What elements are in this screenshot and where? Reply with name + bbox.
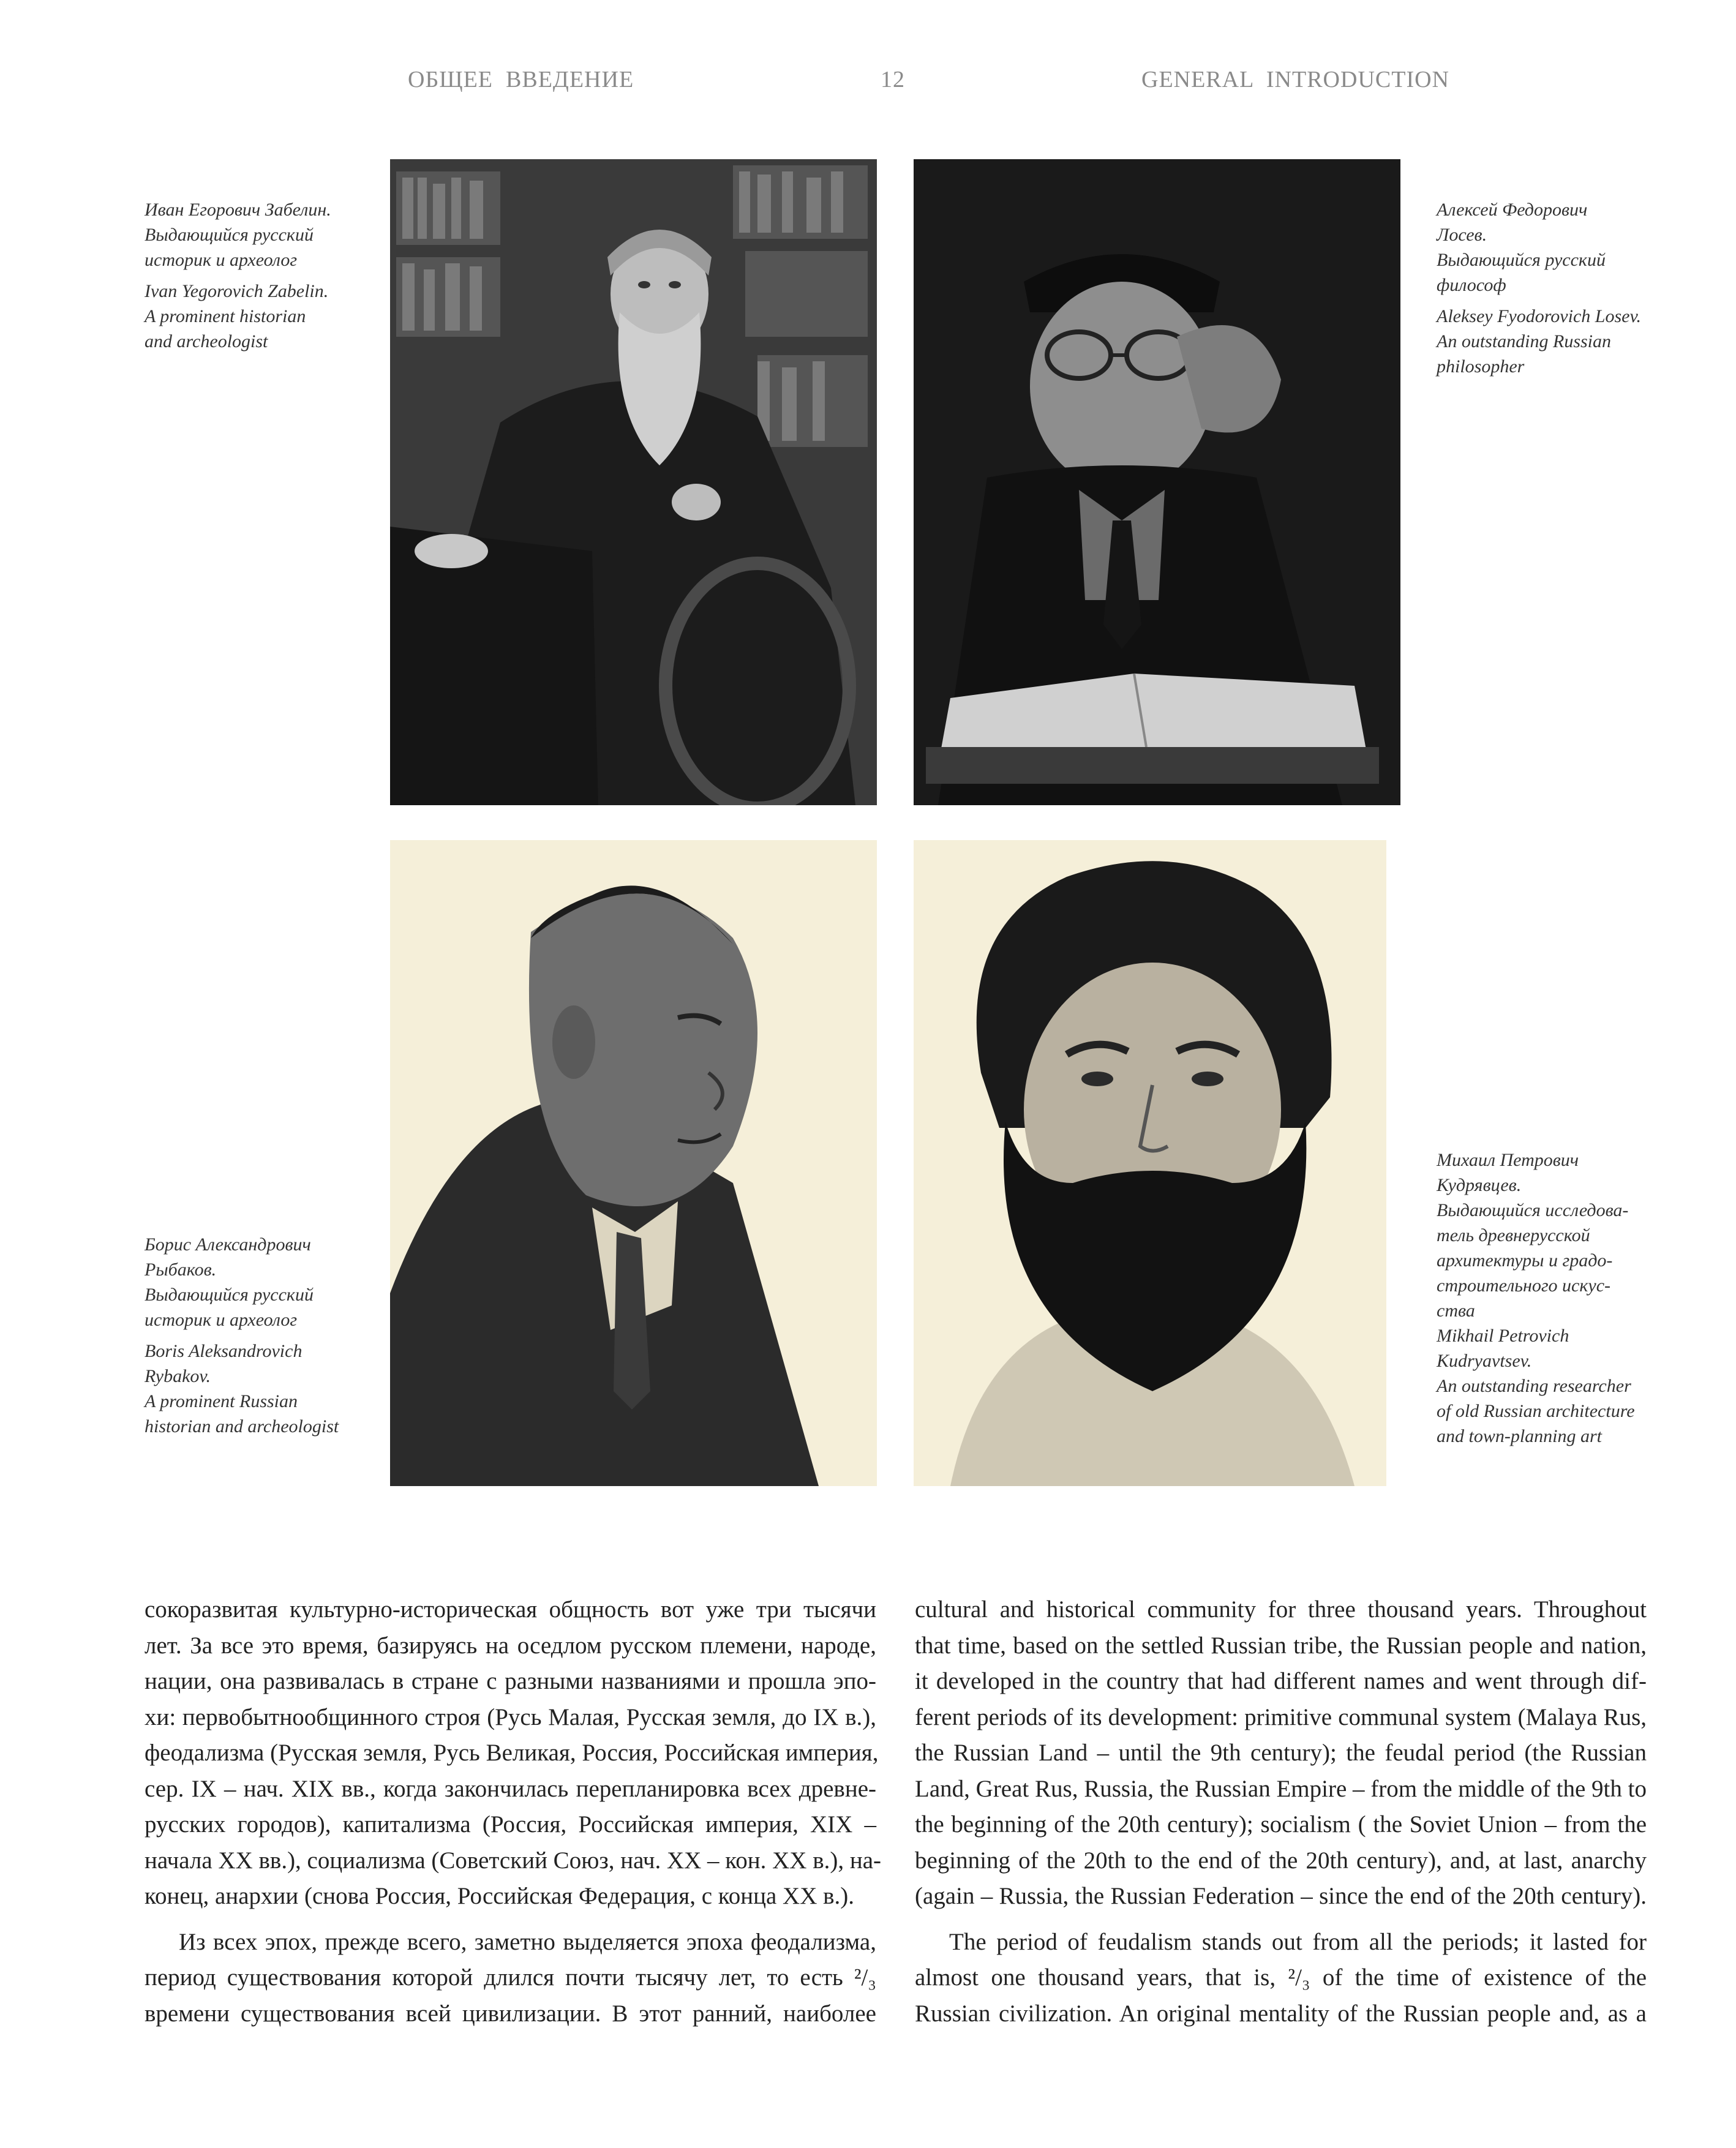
text-line: the beginning of the 20th century); socialism ( the Soviet Union – from the [915, 1811, 1647, 1838]
caption-losev [1437, 197, 1645, 385]
body-text-english [915, 1592, 1647, 2032]
caption-line: Борис Александрович [145, 1234, 311, 1255]
text-line: сокоразвитая культурно-историческая общность вот уже три тысячи [145, 1596, 876, 1623]
caption-line: philosopher [1437, 356, 1525, 377]
text-line: конец, анархии (снова Россия, Российская Федерация, с конца XX в.). [145, 1883, 855, 1909]
body-text-russian [145, 1592, 882, 2032]
paragraph-ru-1 [145, 1592, 882, 1915]
caption-line: and archeologist [145, 331, 268, 351]
paragraph-ru-2 [145, 1925, 876, 2032]
text-line: cultural and historical community for three thousand years. Throughout [915, 1596, 1647, 1623]
caption-line: historian and archeologist [145, 1416, 339, 1436]
text-line: Russian civilization. An original mentality of the Russian people and, as a [915, 2000, 1647, 2027]
text-line: нации, она развивалась в стране с разными названиями и прошла эпо- [145, 1668, 876, 1694]
text-line: времени существования всей цивилизации. В этот ранний, наиболее [145, 2000, 876, 2027]
caption-kudryavtsev-en [1437, 1323, 1645, 1449]
caption-line: архитектуры и градо- [1437, 1250, 1613, 1271]
caption-rybakov [145, 1232, 353, 1445]
caption-losev-ru [1437, 197, 1645, 298]
caption-line: Михаил Петрович [1437, 1150, 1579, 1170]
caption-line: историк и археолог [145, 250, 298, 270]
caption-line: Mikhail Petrovich [1437, 1326, 1569, 1346]
portrait-photo-losev [914, 159, 1400, 805]
text-line: лет. За все это время, базируясь на оседлом русском племени, народе, [145, 1632, 876, 1659]
caption-line: философ [1437, 275, 1506, 295]
caption-line: Aleksey Fyodorovich Losev. [1437, 306, 1642, 326]
caption-line: Kudryavtsev. [1437, 1351, 1532, 1371]
caption-line: Выдающийся русский [145, 1285, 314, 1305]
portrait-photo-kudryavtsev [914, 840, 1386, 1486]
caption-line: Rybakov. [145, 1366, 211, 1386]
caption-kudryavtsev-ru [1437, 1147, 1645, 1323]
caption-losev-en [1437, 304, 1645, 379]
text-line: хи: первобытнообщинного строя (Русь Малая, Русская земля, до IX в.), [145, 1703, 876, 1730]
text-line: almost one thousand years, that is, ²/₃ of the time of existence of the [915, 1964, 1647, 1991]
caption-line: A prominent Russian [145, 1391, 298, 1411]
text-line: период существования которой длился почти тысячу лет, то есть ²/₃ [145, 1964, 876, 1991]
caption-zabelin-en [145, 279, 353, 354]
caption-line: ства [1437, 1301, 1475, 1321]
running-head-left: ОБЩЕЕ ВВЕДЕНИЕ [408, 67, 634, 92]
page-number: 12 [881, 67, 905, 92]
caption-line: A prominent historian [145, 306, 306, 326]
text-line: (again – Russia, the Russian Federation – since the end of the 20th century). [915, 1883, 1647, 1909]
caption-line: Выдающийся русский [145, 225, 314, 245]
caption-line: An outstanding researcher [1437, 1376, 1631, 1396]
paragraph-en-1 [915, 1592, 1647, 1915]
caption-zabelin-ru [145, 197, 353, 272]
paragraph-en-2 [915, 1925, 1647, 2032]
caption-line: Ivan Yegorovich Zabelin. [145, 281, 329, 301]
caption-line: Иван Егорович Забелин. [145, 200, 331, 220]
text-line: that time, based on the settled Russian tribe, the Russian people and nation, [915, 1632, 1647, 1659]
text-line: русских городов), капитализма (Россия, Российская империя, XIX – [145, 1811, 876, 1838]
caption-kudryavtsev [1437, 1147, 1645, 1449]
caption-line: Выдающийся русский [1437, 250, 1606, 270]
text-line: it developed in the country that had different names and went through dif- [915, 1668, 1647, 1694]
running-head-right: GENERAL INTRODUCTION [1141, 67, 1449, 92]
caption-line: Выдающийся исследова- [1437, 1200, 1629, 1220]
text-line: beginning of the 20th to the end of the 20th century), and, at last, anarchy [915, 1847, 1647, 1874]
text-line: the Russian Land – until the 9th century); the feudal period (the Russian [915, 1740, 1647, 1766]
caption-rybakov-en [145, 1339, 353, 1439]
caption-zabelin [145, 197, 353, 360]
portrait-photo-zabelin [390, 159, 877, 805]
text-line: Из всех эпох, прежде всего, заметно выделяется эпоха феодализма, [179, 1928, 876, 1955]
caption-line: Рыбаков. [145, 1260, 217, 1280]
caption-line: историк и археолог [145, 1310, 298, 1330]
text-line: сер. IX – нач. XIX вв., когда закончилась перепланировка всех древне- [145, 1775, 876, 1802]
caption-line: Кудрявцев. [1437, 1175, 1522, 1195]
caption-line: Boris Aleksandrovich [145, 1341, 302, 1361]
caption-rybakov-ru [145, 1232, 353, 1332]
caption-line: строительного искус- [1437, 1275, 1611, 1296]
caption-line: of old Russian architecture [1437, 1401, 1635, 1421]
text-line: Land, Great Rus, Russia, the Russian Empire – from the middle of the 9th to [915, 1775, 1647, 1802]
caption-line: An outstanding Russian [1437, 331, 1612, 351]
caption-line: Лосев. [1437, 225, 1487, 245]
caption-line: тель древнерусской [1437, 1225, 1590, 1245]
text-line: ferent periods of its development: primitive communal system (Malaya Rus, [915, 1703, 1647, 1730]
portrait-photo-rybakov [390, 840, 877, 1486]
text-line: начала XX вв.), социализма (Советский Союз, нач. XX – кон. XX в.), на- [145, 1847, 882, 1874]
text-line: феодализма (Русская земля, Русь Великая, Россия, Российская империя, [145, 1740, 879, 1766]
caption-line: Алексей Федорович [1437, 200, 1588, 220]
text-line: The period of feudalism stands out from all the periods; it lasted for [949, 1928, 1647, 1955]
caption-line: and town-planning art [1437, 1426, 1603, 1446]
